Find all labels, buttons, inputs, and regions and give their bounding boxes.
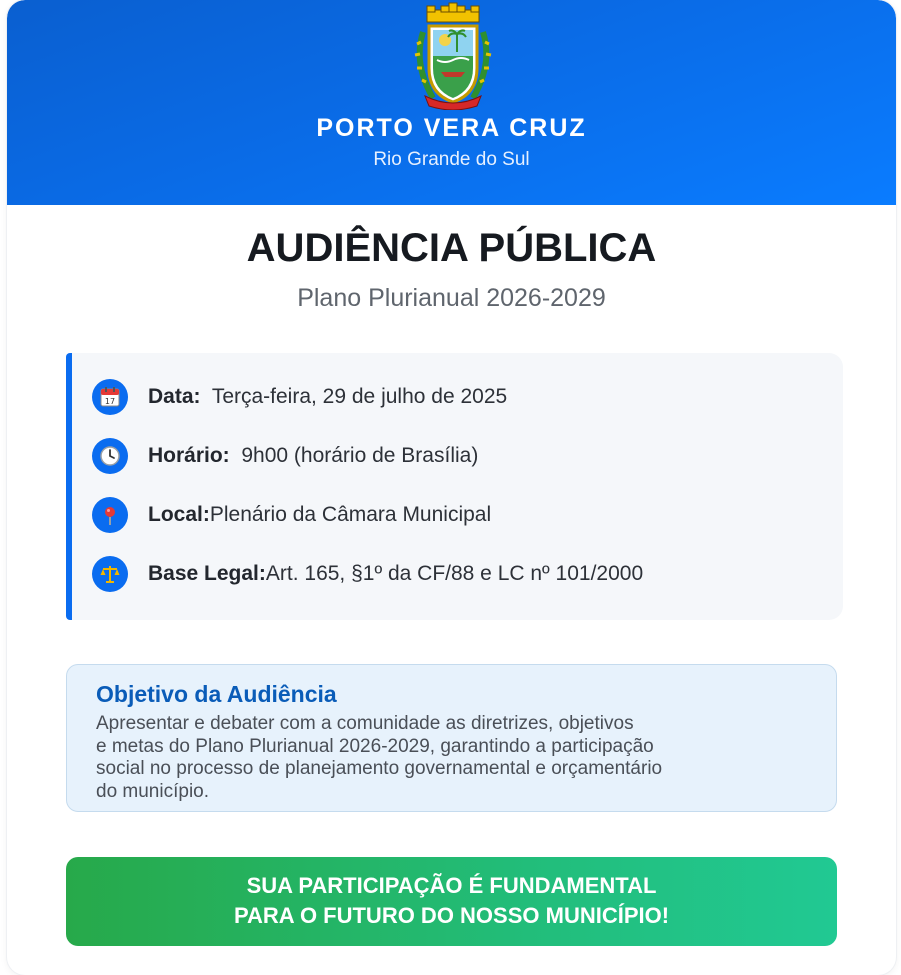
detail-row-legal-basis — [72, 554, 832, 594]
detail-label: Data: — [148, 385, 201, 408]
detail-label: Horário: — [148, 444, 230, 467]
objective-title: Objetivo da Audiência — [96, 681, 337, 707]
detail-label: Base Legal: — [148, 562, 266, 585]
calendar-icon — [92, 379, 128, 415]
detail-label: Local: — [148, 503, 210, 526]
announcement-card — [7, 0, 896, 975]
svg-text:17: 17 — [104, 397, 116, 406]
event-details-panel — [66, 353, 843, 620]
detail-value: Plenário da Câmara Municipal — [209, 503, 492, 526]
detail-value: Art. 165, §1º da CF/88 e LC nº 101/2000 — [265, 562, 644, 585]
objective-line: e metas do Plano Plurianual 2026-2029, garantindo a participação — [96, 735, 654, 757]
page-subtitle: Plano Plurianual 2026-2029 — [297, 284, 606, 312]
detail-value: Terça-feira, 29 de julho de 2025 — [211, 385, 508, 408]
page-title: AUDIÊNCIA PÚBLICA — [246, 226, 657, 270]
detail-row-time — [72, 436, 832, 476]
participation-call-to-action — [66, 857, 837, 946]
objective-text — [96, 713, 736, 803]
detail-row-location — [72, 495, 832, 535]
objective-box — [66, 664, 837, 812]
detail-value: 9h00 (horário de Brasília) — [241, 444, 479, 467]
location-pin-icon — [92, 497, 128, 533]
header-banner — [7, 0, 896, 205]
cta-line-1: SUA PARTICIPAÇÃO É FUNDAMENTAL — [246, 873, 657, 898]
city-name: PORTO VERA CRUZ — [316, 114, 587, 142]
objective-line: social no processo de planejamento governamental e orçamentário — [96, 758, 663, 779]
scales-icon — [92, 556, 128, 592]
objective-line: Apresentar e debater com a comunidade as diretrizes, objetivos — [96, 713, 634, 734]
objective-line: do município. — [96, 780, 210, 802]
municipal-coat-of-arms-icon — [411, 2, 495, 110]
clock-icon — [92, 438, 128, 474]
state-name: Rio Grande do Sul — [373, 149, 530, 170]
detail-row-date — [72, 377, 832, 417]
cta-line-2: PARA O FUTURO DO NOSSO MUNICÍPIO! — [233, 903, 670, 928]
